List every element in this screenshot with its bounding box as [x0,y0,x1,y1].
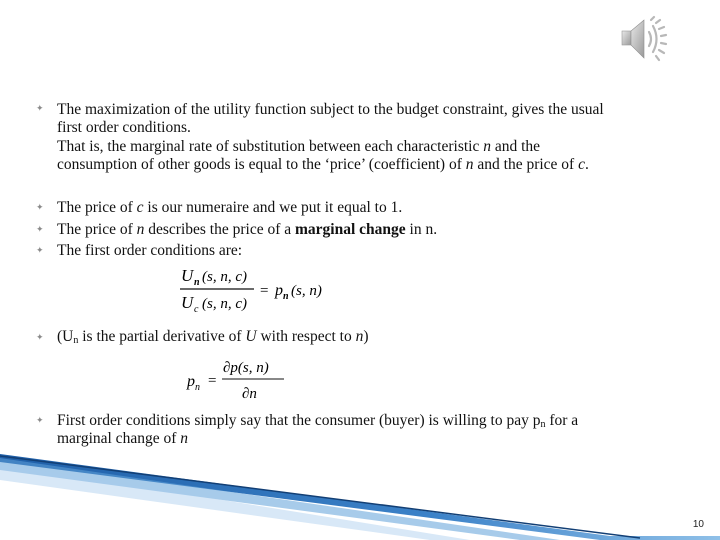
formula1-numerator-args: (s, n, c) [202,269,247,285]
formula1-rhs-sub: n [283,291,289,302]
formula2-denominator: ∂n [242,386,257,402]
formula1-denominator-u: U [181,293,194,312]
formula1-rhs-args: (s, n) [291,283,322,299]
bullet-text-4: The first order conditions are: [57,242,243,259]
speaker-icon[interactable] [618,14,670,64]
footer-decoration [0,440,720,540]
bullet-text-1c: That is, the marginal rate of substitution between each characteristic n and the [57,138,541,155]
bullet-text-3: The price of n describes the price of a marginal change in n. [57,221,438,238]
formula-first-order-conditions [178,262,338,316]
bullet-icon: ✦ [36,246,44,256]
formula1-denominator-sub: c [194,304,199,315]
bullet-text-5: ($U_n$ is the partial derivative of U with respect to n) [57,328,369,346]
bullet-text-1b: first order conditions. [57,119,191,136]
bullet-text-6b: marginal change of n [57,430,188,447]
bullet-text-6a: First order conditions simply say that the consumer (buyer) is willing to pay $p_n$ for a [57,412,579,430]
bullet-icon: ✦ [36,203,44,213]
formula-partial-derivative [184,356,294,404]
bullet-text-1a: The maximization of the utility function subject to the budget constraint, gives the usual [57,101,604,118]
formula2-lhs-sub: n [195,382,200,393]
formula1-denominator-args: (s, n, c) [202,296,247,312]
formula1-rhs-p: p [275,282,283,299]
formula2-equals: = [208,373,217,389]
bullet-text-1d: consumption of other goods is equal to the ‘price’ (coefficient) of n and the price of c. [57,156,589,173]
page-number: 10 [692,519,704,530]
bullet-icon: ✦ [36,225,44,235]
bullet-text-2: The price of c is our numeraire and we put it equal to 1. [57,199,403,216]
bullet-icon: ✦ [36,104,44,114]
formula1-numerator-sub: n [194,277,200,288]
formula1-equals: = [260,283,269,299]
bullet-icon: ✦ [36,416,44,426]
formula2-lhs-p: p [187,373,195,390]
formula1-numerator-u: U [181,266,194,285]
bullet-icon: ✦ [36,333,44,343]
formula2-numerator: ∂p(s, n) [223,360,269,376]
